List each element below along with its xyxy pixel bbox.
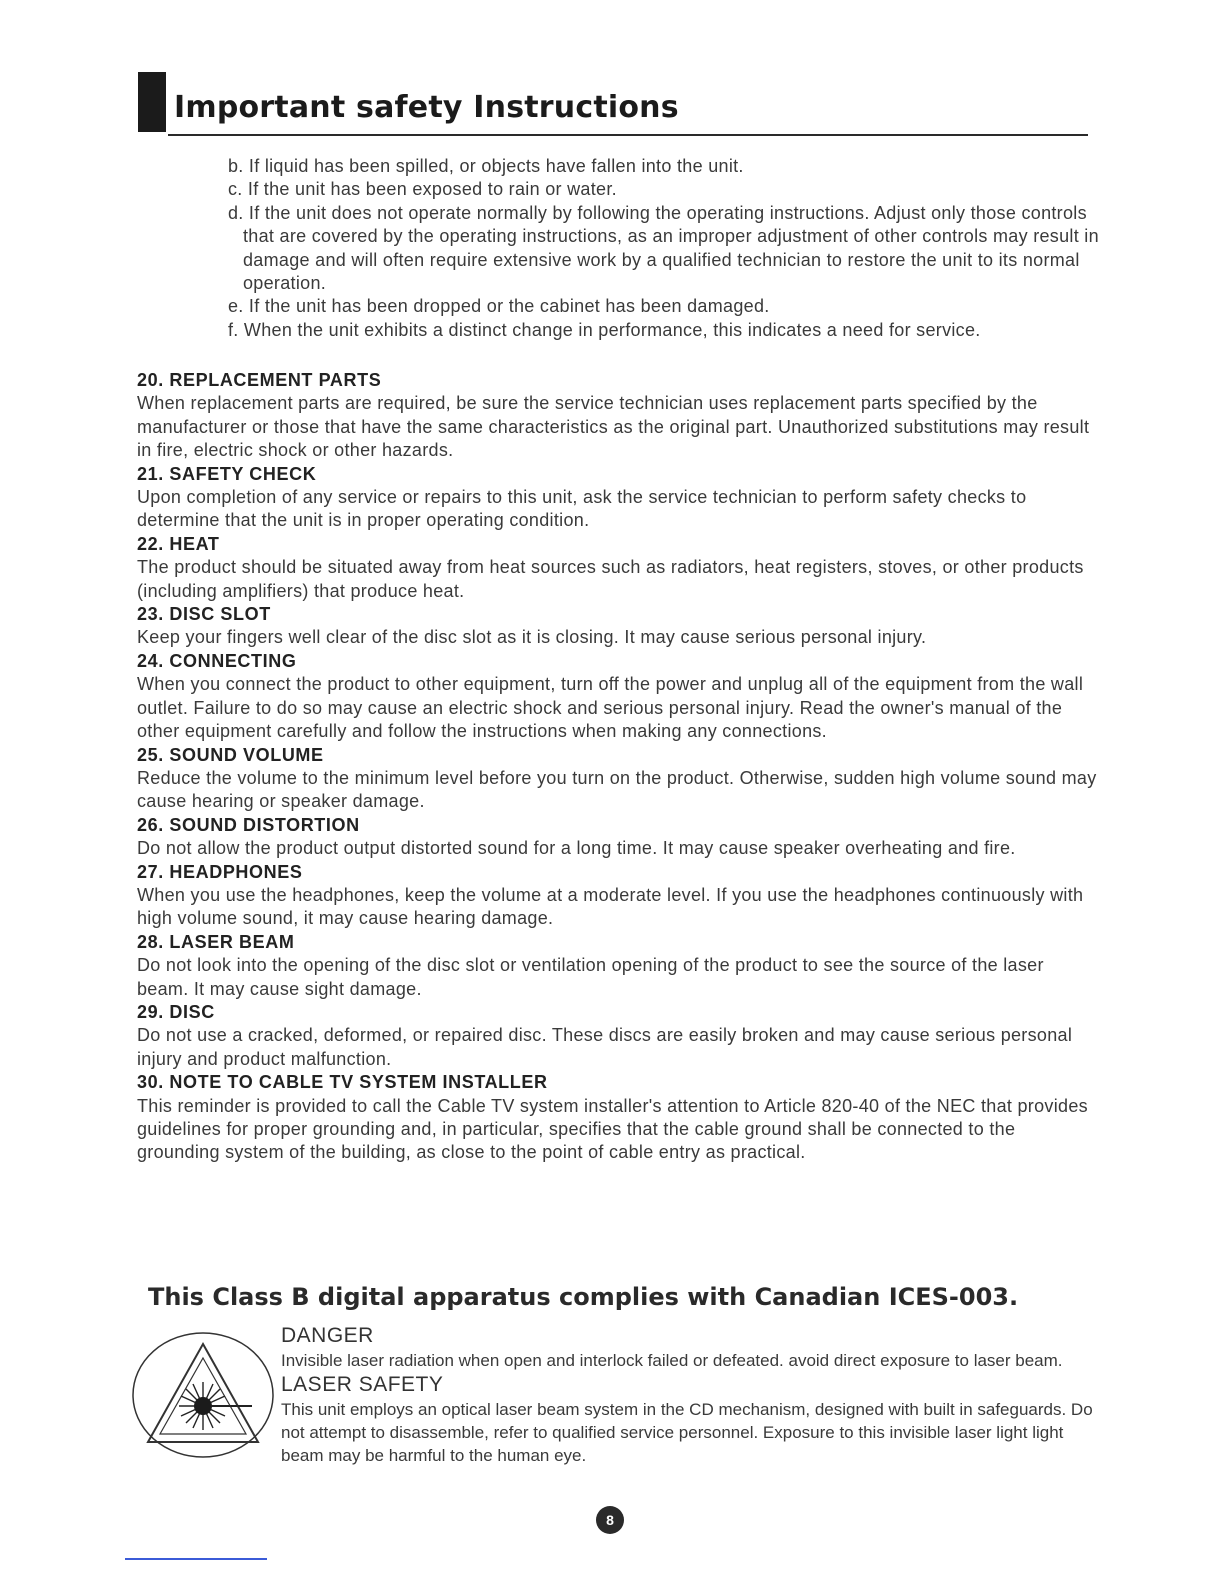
section-replacement-parts — [137, 369, 1097, 463]
section-sound-volume — [137, 744, 1097, 814]
section-body: Do not allow the product output distorted sound for a long time. It may cause speaker overheating and fire. — [137, 838, 1016, 859]
section-body: The product should be situated away from heat sources such as radiators, heat registers, stoves, or other products (including amplifiers) that produce heat. — [137, 557, 1084, 601]
footer-rule — [125, 1558, 267, 1560]
section-heat — [137, 533, 1097, 603]
section-headphones — [137, 861, 1097, 931]
page-number: 8 — [606, 1512, 614, 1528]
section-heading: 28. LASER BEAM — [137, 931, 295, 952]
section-body: When you connect the product to other equipment, turn off the power and unplug all of the equipment from the wall outlet. Failure to do so may cause an electric shock and serious personal injury. Read the owner's manual of the other equipment carefully and follow the instructions when making any connections. — [137, 674, 1084, 742]
section-heading: 21. SAFETY CHECK — [137, 463, 317, 484]
section-heading: 24. CONNECTING — [137, 650, 297, 671]
section-heading: 30. NOTE TO CABLE TV SYSTEM INSTALLER — [137, 1072, 548, 1093]
section-heading: 20. REPLACEMENT PARTS — [137, 370, 382, 390]
list-item: d. If the unit does not operate normally by following the operating instructions. Adjust only those controls that are covered by the operating instructions, as an improper adjustment of other controls may result in damage and will often require extensive work by a qualified technician to restore the unit to its normal operation. — [228, 202, 1099, 294]
section-body: Reduce the volume to the minimum level before you turn on the product. Otherwise, sudden high volume sound may cause hearing or speaker damage. — [137, 767, 1097, 812]
section-heading: 26. SOUND DISTORTION — [137, 814, 360, 835]
list-item: b. If liquid has been spilled, or objects have fallen into the unit. — [228, 156, 744, 176]
danger-heading: DANGER — [281, 1324, 374, 1347]
section-body: Do not look into the opening of the disc slot or ventilation opening of the product to see the source of the laser beam. It may cause sight damage. — [137, 955, 1044, 999]
title-marker-bar — [138, 72, 166, 132]
laser-warning-block — [281, 1323, 1101, 1467]
section-disc-slot — [137, 603, 1097, 650]
section-disc — [137, 1001, 1097, 1071]
section-heading: 25. SOUND VOLUME — [137, 744, 324, 765]
section-safety-check — [137, 463, 1097, 533]
safety-sections — [137, 369, 1097, 1165]
section-body: Keep your fingers well clear of the disc slot as it is closing. It may cause serious personal injury. — [137, 627, 927, 648]
section-heading: 27. HEADPHONES — [137, 861, 303, 882]
list-item: e. If the unit has been dropped or the cabinet has been damaged. — [228, 296, 770, 317]
section-laser-beam — [137, 931, 1097, 1001]
laser-safety-heading: LASER SAFETY — [281, 1373, 444, 1396]
section-body: Upon completion of any service or repairs to this unit, ask the service technician to perform safety checks to determine that the unit is in proper operating condition. — [137, 487, 1027, 531]
section-heading: 22. HEAT — [137, 533, 220, 554]
laser-safety-text: This unit employs an optical laser beam system in the CD mechanism, designed with built in safeguards. Do not attempt to disassemble, refer to qualified service personnel. Exposure to this invisible laser light light beam may be harmful to the human eye. — [281, 1400, 1093, 1465]
section-heading: 23. DISC SLOT — [137, 604, 271, 625]
page-title: Important safety Instructions — [174, 90, 679, 125]
condition-list — [228, 155, 1108, 342]
danger-text: Invisible laser radiation when open and interlock failed or defeated. avoid direct exposure to laser beam. — [281, 1351, 1063, 1370]
laser-warning-icon — [130, 1330, 276, 1460]
section-sound-distortion — [137, 814, 1097, 861]
section-body: Do not use a cracked, deformed, or repaired disc. These discs are easily broken and may cause serious personal injury and product malfunction. — [137, 1025, 1073, 1069]
compliance-statement: This Class B digital apparatus complies with Canadian ICES-003. — [148, 1283, 1019, 1311]
section-body: This reminder is provided to call the Cable TV system installer's attention to Article 820-40 of the NEC that provides guidelines for proper grounding and, in particular, specifies that the cable ground shall be connected to the grounding system of the building, as close to the point of cable entry as practical. — [137, 1095, 1088, 1163]
list-item: c. If the unit has been exposed to rain or water. — [228, 179, 617, 200]
section-connecting — [137, 650, 1097, 744]
section-body: When you use the headphones, keep the volume at a moderate level. If you use the headphones continuously with high volume sound, it may cause hearing damage. — [137, 884, 1084, 929]
page-number-badge — [595, 1505, 625, 1535]
list-item: f. When the unit exhibits a distinct change in performance, this indicates a need for service. — [228, 319, 981, 340]
title-underline — [168, 134, 1088, 136]
section-body: When replacement parts are required, be sure the service technician uses replacement parts specified by the manufacturer or those that have the same characteristics as the original part. Unauthorized substitutions may result in fire, electric shock or other hazards. — [137, 393, 1090, 461]
section-cable-tv-installer — [137, 1071, 1097, 1165]
section-heading: 29. DISC — [137, 1001, 215, 1022]
